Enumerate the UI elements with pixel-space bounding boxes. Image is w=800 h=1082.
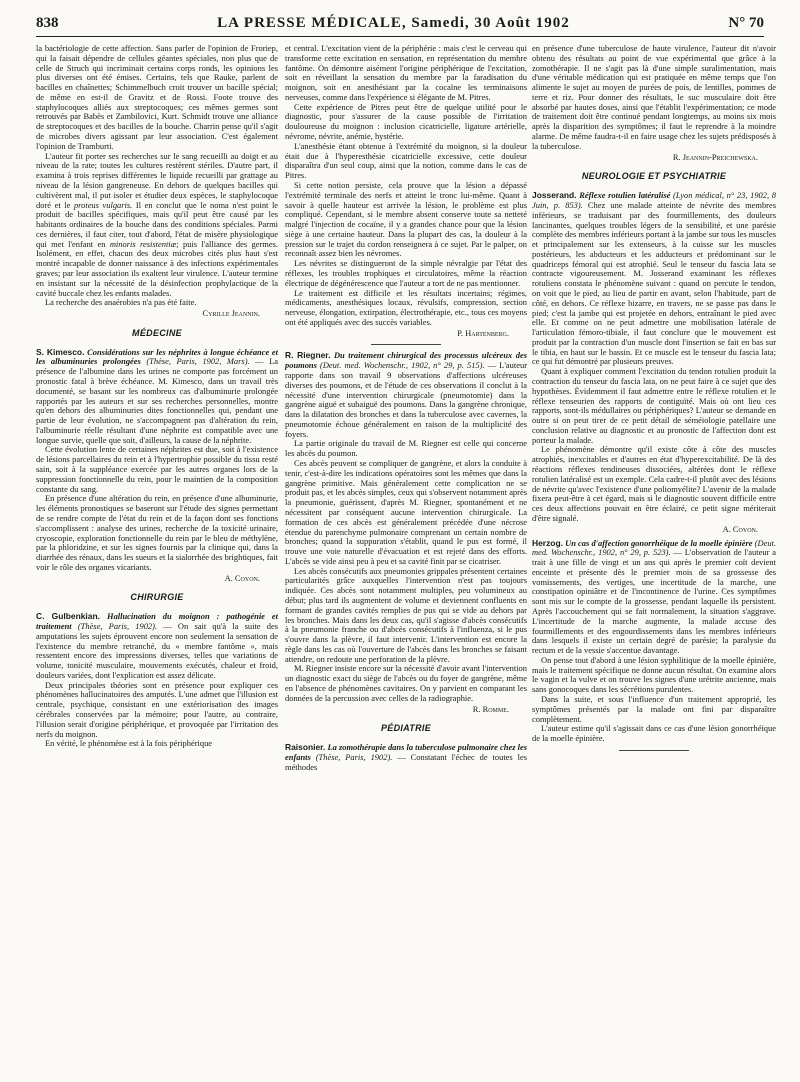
- review-paragraph: Les abcès consécutifs aux pneumonies grippales présentent certaines particularités grâce auxquelles l'intervention n'est pas toujours indiquée. Ces abcès sont notamment multiples, peu volumineux au début; plus tard ils augmentent de volume et deviennent confluents en formant de grandes cavités remplies de pus qui se vide au dehors par les bronches. Mais dans les deux cas, qu'il s'agisse d'abcès consécutifs à la pneumonie franche ou d'abcès consécutifs à l'influenza, si le pus s'ouvre dans la plèvre, il faut intervenir. L'intervention est encore la règle dans les cas où l'ouverture de l'abcès dans les bronches se faisant attendre, on redoute une perforation de la plèvre.: [285, 565, 527, 664]
- review-title: La zomothérapie dans la tuberculose pulmonaire chez les enfants: [285, 742, 527, 762]
- review-paragraph: [285, 743, 527, 772]
- review-title: Réflexe rotulien latéralisé: [579, 190, 671, 201]
- review-paragraph: [285, 351, 527, 439]
- section-heading-pediatrie: PÉDIATRIE: [380, 723, 432, 734]
- review-paragraph: en présence d'une tuberculose de haute virulence, l'auteur dit n'avoir obtenu des résultats au point de vue expérimental que grâce à la zomothérapie. Il ne s'agit pas là d'une simple suralimentation, mais d'une véritable médication qui est pratiquée en même temps que l'on alimente le sujet au moyen de purées de pois, de lentilles, pommes de terre et riz. Pour donner des résultats, le suc musculaire doit être absorbé par hautes doses, ainsi que l'établit l'expérimentation; ce mode de traitement doit être continué pendant longtemps, au moins six mois après la disparition des symptômes; il faut le reprendre à la moindre alarme. De même faudra-t-il en faire usage chez les sujets prédisposés à la tuberculose.: [532, 44, 776, 151]
- review-riegner: [285, 351, 527, 703]
- noma-paragraph: La recherche des anaérobies n'a pas été faite.: [45, 297, 197, 308]
- separator-rule: [619, 750, 689, 751]
- review-signature: A. Coyon.: [224, 572, 260, 583]
- review-raisonier: [285, 743, 527, 772]
- journal-title: LA PRESSE MÉDICALE, Samedi, 30 Août 1902: [217, 15, 570, 31]
- review-paragraph: [36, 348, 278, 446]
- review-paragraph: Le phénomène démontre qu'il existe côte à côte des muscles atrophiés, inexcitables et d'autres en état d'hyperexcitabilité. De là des réactions réflexes tendineuses dissociées, altérées dont le réflexe rotulien latéralisé est un exemple. Cela cadre-t-il plutôt avec des lésions de névrite qu'avec l'existence d'une poliomyélite? L'avenir de la malade fixera peut-être à cet égard, mais si le diagnostic souvent difficile entre ces deux affections pouvait en être éclairé, ce petit signe mériterait d'être signalé.: [532, 444, 776, 523]
- review-text: — Constatant l'échec de toutes les méthodes: [285, 751, 527, 772]
- review-paragraph: Cette évolution lente de certaines néphrites est due, soit à l'existence de lésions parcellaires du rein et à l'hypertrophie possible du tissu resté sain, soit à la suppléance exercée par les autres organes lors de la suppression fonctionnelle du rein, pour le maintien de la composition constante du sang.: [36, 444, 278, 494]
- review-paragraph: En présence d'une altération du rein, en présence d'une albuminurie, les éléments pronostiques se baseront sur l'étude des signes permettant de se rendre compte de l'état du rein et de la façon dont ses fonctions s'accomplissent : analyse des urines, recherche de la toxicité urinaire, cryoscopie, exploration fonctionnelle du rein par le bleu de méthylène, par la phloridzine, et sur les signes fournis par la clinique qui, dans la diarrhée des rénaux, dans les sueurs et la sialorrhée des brightiques, fait voir le rôle des organes vicariants.: [36, 493, 278, 572]
- column-3: [532, 44, 776, 1074]
- review-paragraph: Les névrites se distingueront de la simple névralgie par l'état des réflexes, les troubles trophiques et circulatoires, même la réaction électrique de dégénérescence que l'auteur a tort de ne pas mentionner.: [285, 258, 527, 288]
- text-run-italic: minoris resistentiæ: [109, 238, 177, 249]
- text-run: Il en conclut que le noma n'est point le produit de bacilles spécifiques, mais qu'il peut être causé par les habitants ordinaires de la bouche dans des conditions spéciales. Parmi ces dernières, il faut citer, tout d'abord, l'état de misère physiologique qui met l'enfant en: [36, 199, 278, 249]
- review-paragraph: L'auteur estime qu'il s'agissait dans ce cas d'une lésion gonorrhéique de la moelle épinière.: [532, 723, 776, 744]
- review-source: (Deut. med. Wochenschr., 1902, n° 29, p. 515).: [320, 360, 485, 371]
- review-author: C. Gulbenkian.: [36, 611, 100, 622]
- review-source: (Thèse, Paris, 1902).: [77, 620, 158, 631]
- review-title: Du traitement chirurgical des processus ulcéreux des poumons: [285, 350, 527, 371]
- page-number: 838: [36, 15, 59, 31]
- review-paragraph: [532, 191, 776, 367]
- review-paragraph: En vérité, le phénomène est à la fois périphérique: [45, 738, 213, 749]
- review-source: (Lyon médical, n° 23, 1902, 8 Juin, p. 853).: [532, 190, 776, 210]
- review-paragraph: La partie originale du travail de M. Riegner est celle qui concerne les abcès du poumon.: [285, 438, 527, 459]
- section-heading-medecine: MÉDECINE: [132, 327, 182, 338]
- review-author: Josserand.: [532, 190, 577, 201]
- issue-number: N° 70: [728, 15, 764, 31]
- text-run: ; puis l'alliance des germes. Isolément, en effet, chacun des deux microbes cités plus haut s'est montré incapable de donner naissance à des infections expérimentales graves; par leur association ils exaltent leur virulence. L'auteur termine en insistant sur la nécessité de la désinfection prophylactique de la cavité buccale chez les enfants malades.: [36, 238, 278, 298]
- review-title: Hallucination du moignon : pathogénie et traitement: [36, 611, 278, 631]
- review-paragraph: et central. L'excitation vient de la périphérie : mais c'est le cerveau qui transforme cette excitation en sensation, en représentation du membre fantôme. On démontre aisément l'origine périphérique de l'excitation, soit en réveillant la sensation du membre par la faradisation du moignon, soit en anesthésiant par la cocaïne les terminaisons nerveuses, comme dans l'expérience si élégante de M. Pitres.: [285, 44, 527, 102]
- review-author: S. Kimesco.: [36, 346, 85, 357]
- review-author: Herzog.: [532, 537, 563, 548]
- review-paragraph: M. Riegner insiste encore sur la nécessité d'avoir avant l'intervention un diagnostic exact du siège de l'abcès ou du foyer de gangrène, même en l'absence de phénomènes cavitaires. On y parvient en comparant les données de la percussion avec celles de la radiographie.: [285, 663, 527, 703]
- review-herzog: [532, 539, 776, 744]
- review-paragraph: Si cette notion persiste, cela prouve que la lésion a dépassé l'extrémité terminale des nerfs et atteint le tronc lui-même. Quant à savoir à quelle hauteur est arrivée la lésion, le problème est plus compliqué. Cependant, si le membre absent conserve toute sa netteté malgré l'injection de cocaïne, il y a grandes chance pour que la lésion siège à une certaine hauteur. Dans la plupart des cas, la douleur à la pression sur le trajet du cordon renseignera à ce sujet. Par le palper, on reconnaît assez bien les névromes.: [285, 179, 527, 259]
- review-paragraph: L'anesthésie étant obtenue à l'extrémité du moignon, si la douleur était due à l'hyperesthésie cicatricielle excessive, cette douleur disparaîtra d'un seul coup, ainsi que la notion, comme dans le cas de Pitres.: [285, 140, 527, 181]
- review-text: — On sait qu'à la suite des amputations les sujets éprouvent encore non seulement la sensation de l'existence du membre retranché, du « membre fantôme », mais ressentent encore des impressions diverses, telles que variations de volume, tonicité musculaire, mouvements exécutés, chaleur et froid, douleurs variées, dont l'explication est assez délicate.: [36, 620, 278, 680]
- review-title: Considérations sur les néphrites à longue échéance et les albuminuries prolongées: [36, 346, 278, 367]
- review-kimesco: [36, 348, 278, 573]
- review-signature: P. Hartenberg.: [457, 327, 509, 338]
- section-heading-chirurgie: CHIRURGIE: [130, 592, 184, 603]
- review-paragraph: Deux principales théories sont en présence pour expliquer ces phénomènes hallucinatoires des amputés. L'une admet que l'illusion est centrale, psychique, consistant en une extériorisation des images cérébrales conservées par la mémoire; pour l'autre, au contraire, l'illusion serait d'origine périphérique, et provoquée par l'irritation des nerfs du moignon.: [36, 679, 278, 739]
- review-paragraph: Dans la suite, et sous l'influence d'un traitement approprié, les symptômes présentés par la malade ont fini par disparaître complètement.: [532, 694, 776, 724]
- review-josserand: [532, 191, 776, 524]
- review-paragraph: [532, 539, 776, 656]
- noma-paragraph: [36, 152, 278, 299]
- review-signature: R. Jeannin-Preichewska.: [672, 151, 758, 162]
- review-gulbenkian: [36, 612, 278, 749]
- review-paragraph: Le traitement est difficile et les résultats incertains; régimes, médicaments, anesthésiques locaux, révulsifs, compression, section nerveuse, élongation, extirpation, électrothérapie, etc., tous ces moyens ont été appliqués avec des succès variables.: [285, 287, 527, 327]
- column-2: [285, 44, 527, 1074]
- review-signature: A. Coyon.: [722, 523, 758, 534]
- review-source: (Deut. med. Wochenschr., 1902, n° 29, p. 523).: [532, 537, 776, 558]
- review-paragraph: On pense tout d'abord à une lésion syphilitique de la moelle épinière, mais le traitement spécifique ne donne aucun résultat. On examine alors le vagin et la vulve et on trouve les signes d'une urétrite ancienne, mais sans gonocoques dans les sécrétions purulentes.: [532, 654, 776, 695]
- review-paragraph: Quant à expliquer comment l'excitation du tendon rotulien produit la contraction du tenseur du fascia lata, on ne peut faire à ce sujet que des hypothèses. Évidemment il faut admettre entre le réflexe rotulien et le réflexe tenseurien des rapports de contiguïté. Mais où ont lieu ces rapports, sont-ils médullaires ou périphériques? L'auteur se demande en outre si on peut tirer de ce petit détail de séméiologie patellaire une conclusion relative au diagnostic et au pronostic de l'affection dont est porteur la malade.: [532, 366, 776, 445]
- review-signature: Cyrille Jeannin.: [202, 308, 260, 319]
- review-title: Un cas d'affection gonorrhéique de la moelle épinière: [565, 537, 753, 548]
- section-heading-neurologie: NEUROLOGIE ET PSYCHIATRIE: [581, 171, 727, 182]
- review-author: R. Riegner.: [285, 350, 331, 361]
- separator-rule: [371, 344, 441, 345]
- text-run: L'auteur fit porter ses recherches sur le sang recueilli au doigt et au niveau de la rate; toutes les cultures restèrent stériles. D'autre part, il examina à trois reprises différentes le liquide recueilli par grattage au niveau de la lésion gangreneuse. En dehors de quelques bacilles qui cultivèrent mal, il put isoler et étudier deux espèces, le staphylocoque doré et le: [36, 150, 278, 210]
- column-1: [36, 44, 278, 1074]
- review-text: — L'observation de l'auteur a trait à une fille de vingt et un ans qui après le premier coït devient enceinte et présente dès le premier mois de sa grossesse des vomissements, des vertiges, une incertitude de la marche, une constipation opiniâtre et de l'incontinence de l'urine. Ces symptômes sont mis sur le compte de la grossesse, pendant laquelle ils persistent. Après l'accouchement qui se fait normalement, la situation s'aggrave. L'incertitude de la marche augmente, la malade accuse des fourmillements et des engourdissements dans les membres inférieurs dans lesquels il existe un certain degré de parésie; la paralysie du rectum et de la vessie s'accentue davantage.: [532, 547, 776, 656]
- page-header: [36, 14, 764, 37]
- review-author: Raisonier.: [285, 742, 326, 753]
- text-run-italic: proteus vulgaris.: [73, 199, 133, 210]
- review-signature: R. Romme.: [472, 703, 509, 714]
- review-paragraph: [36, 612, 278, 680]
- review-text: — L'auteur rapporte dans son travail 9 observations d'affections ulcéreuses diverses des poumons, et de l'étude de ces observations il conclut à la nécessité d'une intervention chirurgicale (pneumotomie) dans la gangrène aiguë et subaiguë des poumons. Dans la gangrène chronique, dans la dilatation des bronches et dans la tuberculose avec cavernes, la pneumotomie échoue généralement en raison de la multiplicité des foyers.: [285, 360, 527, 439]
- noma-paragraph: la bactériologie de cette affection. Sans parler de l'opinion de Froriep, qui la faisait dépendre de cellules géantes spéciales, non plus que de celle de Struch qui incriminait certains corps ronds, les opinions les plus diverses ont été émises. Certains, tels que Rauke, parlent de bacilles en chaînettes; Schimmelbuch croit trouver un bacille spécial; de même en est-il de Gravitz et de Rossi. Foote trouve des staphylocoques alliés aux streptocoques; ces mêmes germes sont retrouvés par Babès et Zambilovici, Kurt. Schmidt trouve une alliance de streptocoques et des bacilles de la bouche. Charrin pense qu'il s'agit de microbes divers agissant par leur association. C'est également l'opinion de Tramburti.: [36, 44, 278, 151]
- review-source: (Thèse, Paris, 1902).: [315, 751, 393, 762]
- review-text: Chez une malade atteinte de névrite des membres inférieurs, se traduisant par des fourmillements, des douleurs lancinantes, quelques troubles légers de la sensibilité, et une parésie complète des membres inférieurs portant à la jambe sur tous les muscles et principalement sur les extenseurs, à la cuisse sur les muscles postérieurs, les abducteurs et les adducteurs et prédominant sur le quadriceps fémoral qui est atrophié. Seul le tenseur du fascia lata se contracte vigoureusement. M. Josserand examinant les réflexes rotuliens constata le phénomène suivant : quand on percute le tendon, on voit que le pied, au lieu de partir en avant, selon l'habitude, part de côté, en dehors. Ce réflexe bizarre, en travers, ne se passe pas dans le pied; c'est la jambe qui est projetée en dehors, entraînant le pied avec elle. Et comme on ne peut admettre une mobilisation latérale de l'articulation fémoro-tibiale, il faut conclure que le mouvement est produit par la contraction d'un muscle dont l'insertion se fait en bas sur le tibia, en haut sur le bassin. Et ce muscle est le tenseur du fascia lata; ce qui fut démontré par plusieurs preuves.: [532, 199, 776, 367]
- review-paragraph: Ces abcès peuvent se compliquer de gangrène, et alors la conduite à tenir, c'est-à-dire les indications opératoires sont les mêmes que dans la gangrène primitive. Mais généralement cette complication ne se produit pas, et les abcès simples, ceux qui s'observent notamment après la pneumonie, guérissent, d'après M. Riegner, spontanément et ne nécessitent par conséquent aucune intervention chirurgicale. La formation de ces abcès est généralement précédée d'une nécrose étendue du parenchyme pulmonaire comprenant un certain nombre de bronches; quand la suppuration s'établit, quand le pus est formé, il trouve une voie naturelle d'évacuation et est rejeté dans des efforts. L'abcès se vide ainsi peu à peu et sa cavité finit par se cicatriser.: [285, 458, 527, 566]
- review-source: (Thèse, Paris, 1902, Mars).: [146, 356, 250, 367]
- review-paragraph: Cette expérience de Pitres peut être de quelque utilité pour le diagnostic, pour s'assurer de la cause possible de l'irritation douloureuse du moignon : inclusion cicatricielle, ligature artérielle, névrome, névrite, anémie, hystérie.: [285, 101, 527, 142]
- review-text: — La présence de l'albumine dans les urines ne comporte pas forcément un pronostic fatal à brève échéance. M. Kimesco, dans un travail très documenté, se basant sur les nombreux cas d'albuminurie prolongée rapportés par les auteurs et sur ses recherches personnelles, montre qu'en dehors des albuminuries dites fonctionnelles qui, pendant une partie de leur évolution, ne s'accompagnent pas d'altération du rein, l'albuminurie réelle résultant d'une néphrite est compatible avec une longue survie, quelle que soit, d'ailleurs, la cause de la néphrite.: [36, 356, 278, 445]
